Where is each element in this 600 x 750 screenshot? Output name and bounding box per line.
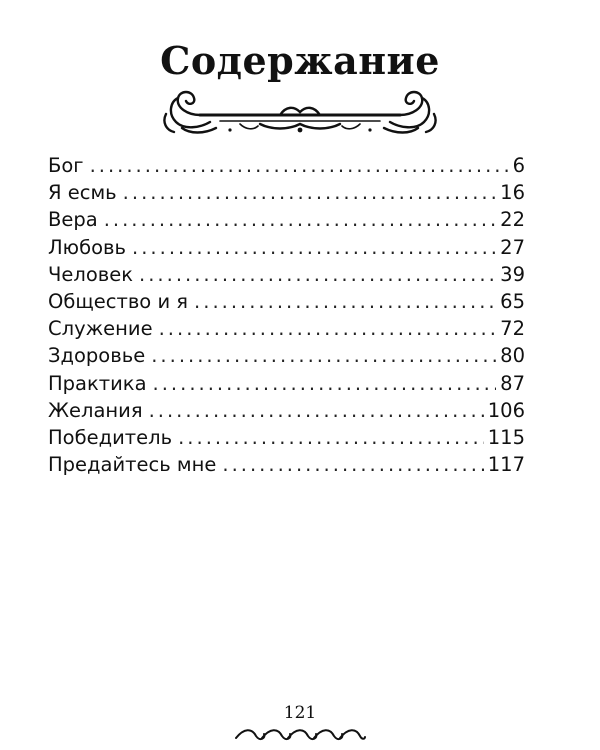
toc-entry-label: Вера (48, 208, 98, 232)
wave-ornament-icon (232, 726, 368, 744)
toc-leader-dots (139, 263, 496, 286)
toc-entry-page: 80 (500, 344, 525, 368)
scroll-ornament-icon (160, 84, 440, 138)
toc-entry-label: Служение (48, 317, 153, 341)
toc-entry-label: Общество и я (48, 289, 189, 313)
toc-entry-god[interactable] (48, 154, 525, 181)
toc-entry-love[interactable] (48, 236, 525, 263)
toc-entry-page: 72 (500, 317, 525, 341)
toc-leader-dots (149, 399, 484, 422)
toc-entry-label: Бог (48, 154, 84, 177)
toc-entry-surrender[interactable] (48, 453, 525, 480)
toc-entry-page: 87 (500, 371, 525, 395)
toc-leader-dots (178, 426, 484, 449)
toc-entry-winner[interactable] (48, 426, 525, 453)
toc-entry-label: Человек (48, 262, 134, 286)
toc-entry-faith[interactable] (48, 208, 525, 235)
toc-entry-health[interactable] (48, 344, 525, 371)
toc-entry-label: Практика (48, 371, 147, 395)
toc-entry-i-am[interactable] (48, 181, 525, 208)
toc-leader-dots (222, 453, 483, 476)
toc-entry-label: Победитель (48, 425, 173, 449)
toc-entry-label: Любовь (48, 235, 127, 259)
page-number: 121 (283, 703, 317, 723)
toc-entry-page: 106 (487, 398, 525, 422)
toc-entry-page: 117 (487, 453, 525, 477)
toc-leader-dots (132, 236, 496, 259)
toc-entry-service[interactable] (48, 317, 525, 344)
toc-leader-dots (123, 181, 497, 204)
toc-entry-page: 115 (487, 425, 525, 449)
page-title: Содержание (160, 38, 440, 83)
toc-entry-page: 6 (512, 154, 525, 177)
toc-entry-label: Я есмь (48, 181, 117, 205)
toc-leader-dots (153, 372, 497, 395)
table-of-contents (48, 154, 525, 480)
toc-entry-page: 65 (500, 289, 525, 313)
toc-entry-page: 16 (500, 181, 525, 205)
toc-leader-dots (104, 208, 496, 231)
toc-entry-label: Предайтесь мне (48, 453, 217, 477)
toc-entry-label: Желания (48, 398, 143, 422)
toc-leader-dots (159, 317, 497, 340)
toc-leader-dots (90, 154, 509, 177)
toc-leader-dots (194, 290, 496, 313)
toc-entry-practice[interactable] (48, 372, 525, 399)
toc-leader-dots (151, 344, 496, 367)
toc-entry-page: 22 (500, 208, 525, 232)
toc-entry-label: Здоровье (48, 344, 146, 368)
toc-entry-page: 39 (500, 262, 525, 286)
toc-entry-desires[interactable] (48, 399, 525, 426)
toc-entry-page: 27 (500, 235, 525, 259)
toc-entry-society[interactable] (48, 290, 525, 317)
toc-entry-human[interactable] (48, 263, 525, 290)
